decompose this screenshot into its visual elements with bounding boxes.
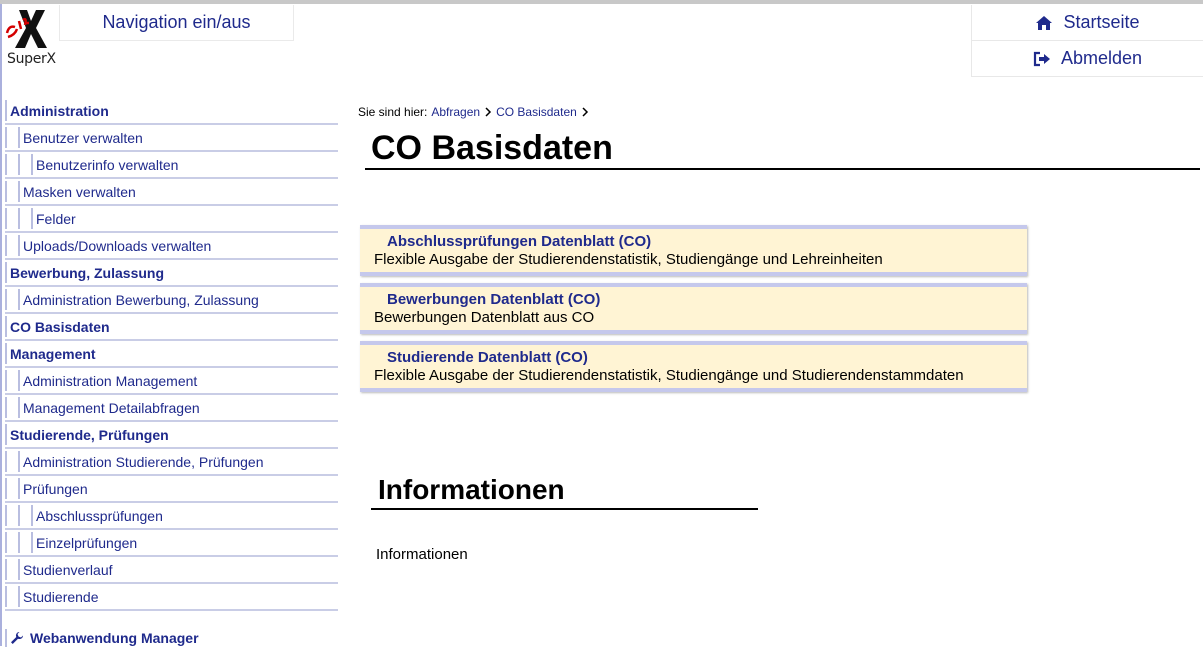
home-icon xyxy=(1035,15,1053,31)
sidebar-item-label: Abschlussprüfungen xyxy=(36,507,163,524)
sidebar-item-label: Benutzerinfo verwalten xyxy=(36,156,179,173)
sidebar-item-label: Felder xyxy=(36,210,76,227)
breadcrumb-link-abfragen[interactable]: Abfragen xyxy=(431,105,481,119)
sidebar-item-label: Administration xyxy=(10,102,109,119)
sidebar-item-management-detailabfragen[interactable] xyxy=(5,395,338,422)
top-menu xyxy=(971,5,1203,77)
sidebar-item-label: CO Basisdaten xyxy=(10,318,110,335)
sidebar-item-label: Prüfungen xyxy=(23,480,88,497)
sidebar-item-abschlusspruefungen[interactable] xyxy=(5,503,338,530)
logout-icon xyxy=(1033,51,1051,67)
sidebar-item-studienverlauf[interactable] xyxy=(5,557,338,584)
report-title-link[interactable]: Abschlussprüfungen Datenblatt (CO) xyxy=(387,233,652,250)
sidebar-navigation xyxy=(5,98,338,649)
chevron-right-icon xyxy=(484,107,492,117)
sidebar-item-benutzer-verwalten[interactable] xyxy=(5,125,338,152)
sidebar-item-bewerbung-zulassung[interactable] xyxy=(5,260,338,287)
navigation-toggle-button[interactable]: Navigation ein/aus xyxy=(59,5,294,41)
breadcrumb-link-co-basisdaten[interactable]: CO Basisdaten xyxy=(496,105,577,119)
sidebar-item-label: Uploads/Downloads verwalten xyxy=(23,237,212,254)
report-description: Bewerbungen Datenblatt aus CO xyxy=(374,309,595,326)
sidebar-item-administration-studierende[interactable] xyxy=(5,449,338,476)
sidebar-item-label: Einzelprüfungen xyxy=(36,534,138,551)
breadcrumb-prefix: Sie sind hier: xyxy=(358,105,428,119)
chevron-right-icon xyxy=(581,107,589,117)
superx-logo-icon xyxy=(5,7,57,51)
logo-text: SuperX xyxy=(7,51,56,67)
report-card xyxy=(360,341,1027,392)
logout-link-label: Abmelden xyxy=(1060,48,1143,68)
logout-link[interactable] xyxy=(971,41,1203,77)
report-card xyxy=(360,283,1027,334)
superx-logo[interactable] xyxy=(5,7,57,71)
sidebar-item-label: Studierende, Prüfungen xyxy=(10,426,169,443)
home-link[interactable] xyxy=(971,5,1203,41)
sidebar-item-administration-management[interactable] xyxy=(5,368,338,395)
info-text: Informationen xyxy=(376,546,468,563)
sidebar-item-label: Studienverlauf xyxy=(23,561,113,578)
sidebar-item-label: Management xyxy=(10,345,96,362)
sidebar-item-administration-bewerbung[interactable] xyxy=(5,287,338,314)
sidebar-item-label: Studierende xyxy=(23,588,99,605)
sidebar-item-pruefungen[interactable] xyxy=(5,476,338,503)
sidebar-item-masken-verwalten[interactable] xyxy=(5,179,338,206)
sidebar-item-label: Management Detailabfragen xyxy=(23,399,200,416)
sidebar-item-label: Bewerbung, Zulassung xyxy=(10,264,165,281)
sidebar-item-studierende-pruefungen[interactable] xyxy=(5,422,338,449)
wrench-icon xyxy=(10,631,24,645)
breadcrumb xyxy=(358,105,589,119)
page-title: CO Basisdaten xyxy=(365,128,1200,170)
sidebar-item-administration[interactable] xyxy=(5,98,338,125)
report-card xyxy=(360,225,1027,276)
sidebar-item-label: Benutzer verwalten xyxy=(23,129,143,146)
sidebar-item-einzelpruefungen[interactable] xyxy=(5,530,338,557)
sidebar-item-label: Administration Studierende, Prüfungen xyxy=(23,453,264,470)
report-title-link[interactable]: Studierende Datenblatt (CO) xyxy=(387,349,588,366)
home-link-label: Startseite xyxy=(1063,12,1140,32)
report-list xyxy=(360,225,1027,399)
left-border xyxy=(0,4,2,646)
sidebar-item-label: Webanwendung Manager xyxy=(30,630,199,646)
sidebar-item-benutzerinfo-verwalten[interactable] xyxy=(5,152,338,179)
report-description: Flexible Ausgabe der Studierendenstatistik, Studiengänge und Lehreinheiten xyxy=(374,251,883,268)
sidebar-item-co-basisdaten[interactable] xyxy=(5,314,338,341)
sidebar-item-management[interactable] xyxy=(5,341,338,368)
report-title-link[interactable]: Bewerbungen Datenblatt (CO) xyxy=(387,291,601,308)
sidebar-item-uploads-downloads[interactable] xyxy=(5,233,338,260)
sidebar-item-label: Administration Bewerbung, Zulassung xyxy=(23,291,259,308)
sidebar-item-label: Masken verwalten xyxy=(23,183,136,200)
sidebar-item-studierende[interactable] xyxy=(5,584,338,611)
sidebar-item-label: Administration Management xyxy=(23,372,198,389)
sidebar-item-felder[interactable] xyxy=(5,206,338,233)
report-description: Flexible Ausgabe der Studierendenstatistik, Studiengänge und Studierendenstammdaten xyxy=(374,367,964,384)
info-heading: Informationen xyxy=(371,472,758,510)
